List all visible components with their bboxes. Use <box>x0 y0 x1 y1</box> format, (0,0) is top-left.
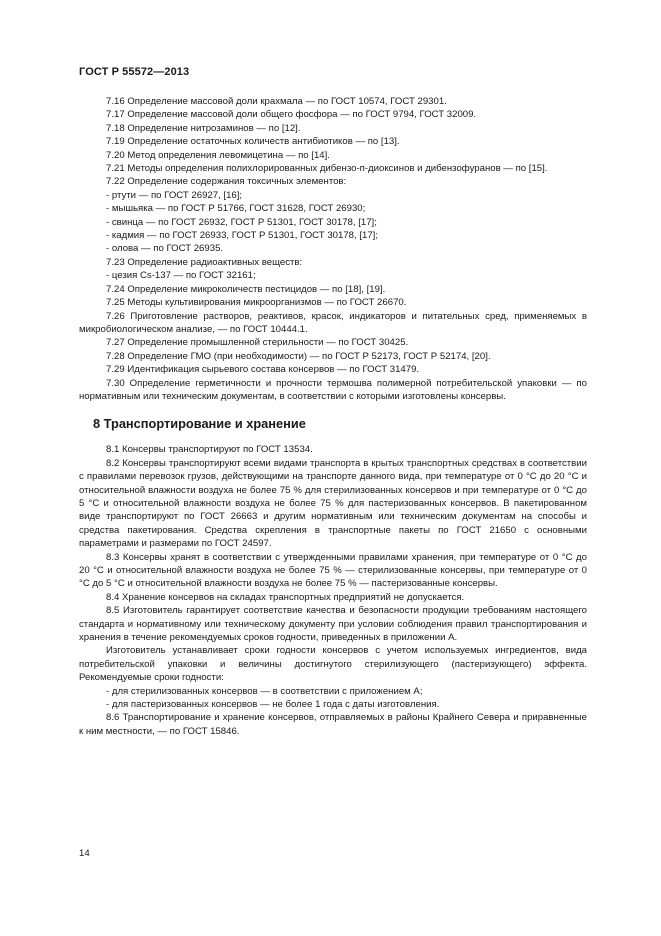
item-7-17: 7.17 Определение массовой доли общего фосфора — по ГОСТ 9794, ГОСТ 32009. <box>106 109 477 121</box>
page-number: 14 <box>79 848 90 859</box>
subitem-lead: - свинца — по ГОСТ 26932, ГОСТ Р 51301, ГОСТ 30178, [17]; <box>106 216 377 228</box>
shelf-life-pasteurized: - для пастеризованных консервов — не более 1 года с даты изготовления. <box>106 699 440 711</box>
document-header: ГОСТ Р 55572—2013 <box>79 66 190 78</box>
subitem-arsenic: - мышьяка — по ГОСТ Р 51766, ГОСТ 31628, ГОСТ 26930; <box>106 203 366 215</box>
item-7-20: 7.20 Метод определения левомицетина — по [14]. <box>106 149 330 161</box>
item-7-25: 7.25 Методы культивирования микроорганизмов — по ГОСТ 26670. <box>106 297 407 309</box>
subitem-mercury: - ртути — по ГОСТ 26927, [16]; <box>106 189 243 201</box>
item-7-16: 7.16 Определение массовой доли крахмала — по ГОСТ 10574, ГОСТ 29301. <box>106 96 447 107</box>
item-7-21: 7.21 Методы определения полихлорированных дибензо-п-диоксинов и дибензофуранов — по [15]. <box>106 163 548 175</box>
item-7-24: 7.24 Определение микроколичеств пестицидов — по [18], [19]. <box>106 283 386 295</box>
item-7-23: 7.23 Определение радиоактивных веществ: <box>106 256 303 268</box>
section-8-heading: 8 Транспортирование и хранение <box>93 416 306 432</box>
item-7-22: 7.22 Определение содержания токсичных элементов: <box>106 176 347 188</box>
item-7-19: 7.19 Определение остаточных количеств антибиотиков — по [13]. <box>106 136 400 148</box>
shelf-life-paragraph: Изготовитель устанавливает сроки годности консервов с учетом используемых ингредиентов, вида потребительской упаковки и величины достигнутого стерилизующего (пастеризующего) эффекта. Рекомендуемые сроки годности: <box>79 645 587 684</box>
item-7-27: 7.27 Определение промышленной стерильности — по ГОСТ 30425. <box>106 337 409 349</box>
item-8-5: 8.5 Изготовитель гарантирует соответствие качества и безопасности продукции требованиям настоящего стандарта и нормативному или техническому документу при условии соблюдения правил транспортирования и хранения в течение рекомендуемых сроков годности, приведенных в приложении А. <box>79 605 587 644</box>
shelf-life-sterilized: - для стерилизованных консервов — в соответствии с приложением А; <box>106 685 423 697</box>
subitem-tin: - олова — по ГОСТ 26935. <box>106 243 224 255</box>
item-8-4: 8.4 Хранение консервов на складах транспортных предприятий не допускается. <box>106 591 465 603</box>
item-8-1: 8.1 Консервы транспортируют по ГОСТ 13534. <box>106 444 313 456</box>
page-body <box>79 95 587 738</box>
item-8-3: 8.3 Консервы хранят в соответствии с утвержденными правилами хранения, при температуре от 0 °С до 20 °С и относительной влажности воздуха не более 75 % — стерилизованные консервы, при температуре от 0 °С до 5 °С и относительной влажности воздуха не более 75 % — пастеризованные консервы. <box>79 551 587 590</box>
item-7-29: 7.29 Идентификация сырьевого состава консервов — по ГОСТ 31479. <box>106 364 420 376</box>
subitem-cadmium: - кадмия — по ГОСТ 26933, ГОСТ Р 51301, ГОСТ 30178, [17]; <box>106 230 378 242</box>
item-7-28: 7.28 Определение ГМО (при необходимости) — по ГОСТ Р 52173, ГОСТ Р 52174, [20]. <box>106 350 491 362</box>
item-8-2: 8.2 Консервы транспортируют всеми видами транспорта в крытых транспортных средствах в соответствии с правилами перевозок грузов, действующими на транспорте данного вида, при температуре от 0 °С до 20 °С и относительной влажности воздуха не более 75 % для стерилизованных консервов и при температуре от 0 °С до 5 °С и относительной влажности воздуха не более 75 % для пастеризованных консервов. В пакетированном виде транспортируют по ГОСТ 26663 и другим нормативным или техническим документам на способы и средства пакетирования. Средства скрепления в транспортные пакеты по ГОСТ 21650 с основными параметрами и размерами по ГОСТ 24597. <box>79 457 587 550</box>
item-7-18: 7.18 Определение нитрозаминов — по [12]. <box>106 122 301 134</box>
section-8-body <box>79 443 587 738</box>
section-7-list <box>79 95 587 403</box>
item-8-6: 8.6 Транспортирование и хранение консервов, отправляемых в районы Крайнего Севера и приравненные к ним местности, — по ГОСТ 15846. <box>79 712 587 737</box>
item-7-26: 7.26 Приготовление растворов, реактивов, красок, индикаторов и питательных сред, применяемых в микробиологическом анализе, — по ГОСТ 10444.1. <box>79 310 587 335</box>
item-7-30: 7.30 Определение герметичности и прочности термошва полимерной потребительской упаковки — по нормативным или техническим документам, в соответствии с которыми изготовлены консервы. <box>79 377 587 402</box>
subitem-cesium: - цезия Cs-137 — по ГОСТ 32161; <box>106 270 256 282</box>
